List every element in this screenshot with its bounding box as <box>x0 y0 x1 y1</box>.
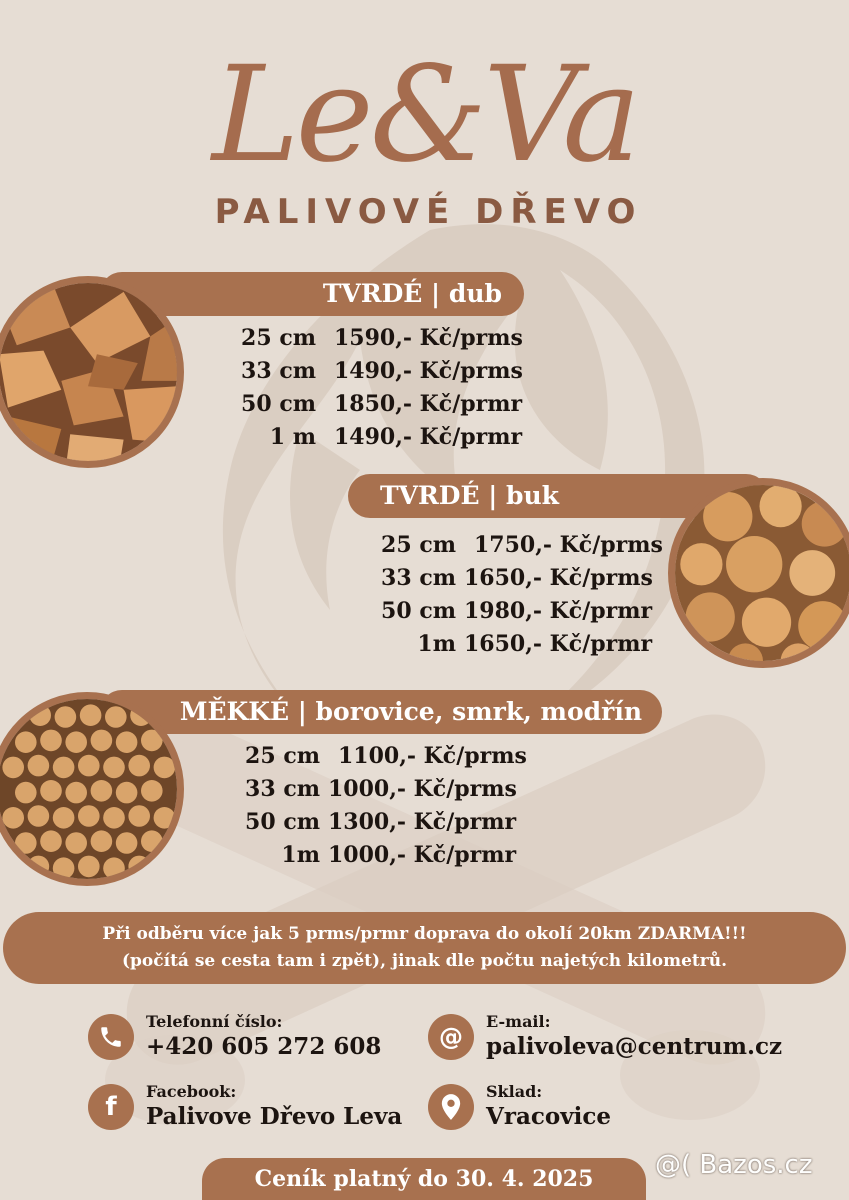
email-label: E-mail: <box>486 1012 551 1031</box>
price-row: 25 cm 1100,- Kč/prms <box>245 743 527 769</box>
price-row: 33 cm 1000,- Kč/prms <box>245 776 517 802</box>
price-list-hard-oak <box>236 322 523 454</box>
price-row: 33 cm 1490,- Kč/prms <box>241 358 523 384</box>
phone-label: Telefonní číslo: <box>146 1012 283 1031</box>
phone-icon <box>88 1014 134 1060</box>
brand-logo: Le&Va <box>211 38 638 192</box>
facebook-icon: f <box>88 1084 134 1130</box>
log-ends-image <box>675 485 849 661</box>
delivery-info-banner <box>3 912 846 984</box>
contact-facebook[interactable] <box>88 1082 402 1132</box>
delivery-line-2: (počítá se cesta tam i zpět), jinak dle počtu najetých kilometrů. <box>121 951 728 971</box>
split-wood-image <box>0 283 177 461</box>
price-row: 25 cm 1750,- Kč/prms <box>381 532 663 558</box>
price-list-softwood <box>240 740 527 872</box>
phone-number: +420 605 272 608 <box>146 1033 382 1060</box>
storage-label: Sklad: <box>486 1082 543 1101</box>
section-title-softwood: MĚKKÉ | borovice, smrk, modřín <box>100 690 662 734</box>
price-row: 1m 1650,- Kč/prmr <box>417 631 653 657</box>
price-row: 33 cm 1650,- Kč/prms <box>381 565 653 591</box>
storage-location: Vracovice <box>486 1103 611 1130</box>
price-row: 1 m 1490,- Kč/prmr <box>269 424 523 450</box>
section-title-hard-beech: TVRDÉ | buk <box>348 474 768 518</box>
price-row: 50 cm 1980,- Kč/prmr <box>381 598 653 624</box>
at-icon: @ <box>428 1014 474 1060</box>
oak-firewood-photo <box>0 276 184 468</box>
contact-storage <box>428 1082 611 1132</box>
bazos-watermark: @( Bazos.cz <box>655 1150 813 1180</box>
price-row: 1m 1000,- Kč/prmr <box>281 842 517 868</box>
delivery-line-1: Při odběru více jak 5 prms/prmr doprava do okolí 20km ZDARMA!!! <box>102 924 747 944</box>
log-pile-image <box>0 699 177 879</box>
price-row: 25 cm 1590,- Kč/prms <box>241 325 523 351</box>
beech-firewood-photo <box>668 478 849 668</box>
price-row: 50 cm 1850,- Kč/prmr <box>241 391 523 417</box>
contact-email[interactable] <box>428 1012 782 1062</box>
section-title-hard-oak: TVRDÉ | dub <box>100 272 524 316</box>
price-list-hard-beech <box>374 529 663 661</box>
price-row: 50 cm 1300,- Kč/prmr <box>245 809 517 835</box>
facebook-label: Facebook: <box>146 1082 237 1101</box>
brand-subtitle: PALIVOVÉ DŘEVO <box>214 192 643 232</box>
contact-phone[interactable] <box>88 1012 381 1062</box>
price-validity-banner: Ceník platný do 30. 4. 2025 <box>202 1158 646 1200</box>
facebook-name: Palivove Dřevo Leva <box>146 1103 403 1130</box>
location-pin-icon <box>428 1084 474 1130</box>
email-address: palivoleva@centrum.cz <box>486 1033 783 1060</box>
